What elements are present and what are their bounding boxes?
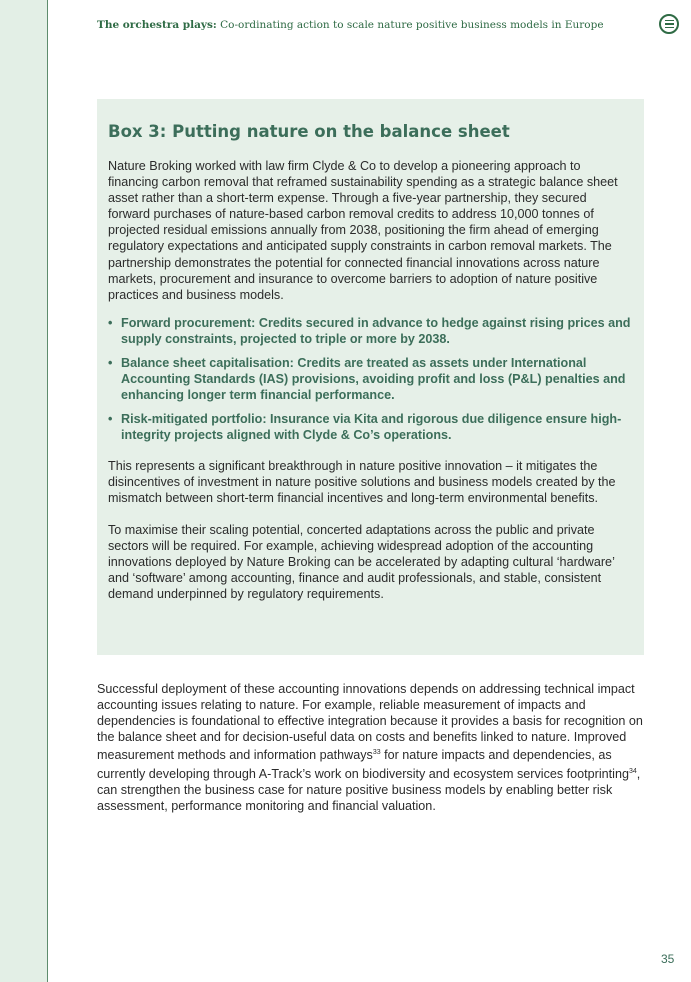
bullet-dot: • xyxy=(108,356,113,371)
bullet-dot: • xyxy=(108,315,113,330)
case-study-box xyxy=(97,99,644,655)
bullet-risk-mitigated-portfolio xyxy=(108,411,632,443)
menu-icon-line xyxy=(665,27,674,29)
body-text-part-1: Successful deployment of these accounting innovations depends on addressing technical impact accounting issues relating to nature. For example, reliable measurement of impacts and dependencies is foundational to effective integration because it provides a basis for recognition on the balance sheet and for decision-useful data on costs and benefits linked to nature. Improved measurement methods and information pathways xyxy=(97,682,643,763)
body-text-part-3: , can strengthen the business case for nature positive business models by enabling better risk assessment, performance monitoring and financial valuation. xyxy=(97,766,641,814)
page-number: 35 xyxy=(661,952,675,966)
menu-icon-line xyxy=(665,20,674,22)
bullet-balance-sheet-capitalisation xyxy=(108,355,632,403)
menu-icon-line xyxy=(665,23,674,25)
header-title-bold: The orchestra plays: xyxy=(97,19,217,31)
bullet-dot: • xyxy=(108,412,113,427)
bullet-text: Forward procurement: Credits secured in advance to hedge against rising prices and supply constraints, projected to triple or more by 2038. xyxy=(121,315,631,346)
box-intro-paragraph: Nature Broking worked with law firm Clyde & Co to develop a pioneering approach to financing carbon removal that reframed sustainability spending as a strategic balance sheet asset rather than a short-term expense. Through a five-year partnership, they secured forward purchases of nature-based carbon removal credits to address 10,000 tonnes of projected residual emissions annually from 2038, positioning the firm ahead of emerging regulatory expectations and anticipated supply constraints in carbon removal markets. The partnership demonstrates the potential for connected financial innovations across nature markets, procurement and insurance to overcome barriers to adoption of nature positive practices and business models. xyxy=(108,159,618,302)
body-paragraph xyxy=(97,681,645,814)
side-strip xyxy=(0,0,48,982)
box-bullet-list xyxy=(108,315,632,444)
bullet-text: Risk-mitigated portfolio: Insurance via Kita and rigorous due diligence ensure high-integrity projects aligned with Clyde & Co’s operations. xyxy=(121,412,622,443)
header-title-rest: Co-ordinating action to scale nature positive business models in Europe xyxy=(216,19,604,31)
running-header xyxy=(97,19,604,31)
menu-icon[interactable] xyxy=(659,14,679,34)
box-paragraph-2: This represents a significant breakthrough in nature positive innovation – it mitigates the disincentives of investment in nature positive solutions and business models created by the mismatch between short-term financial incentives and long-term environmental benefits. xyxy=(108,458,616,505)
bullet-forward-procurement xyxy=(108,315,632,347)
box-paragraph-3: To maximise their scaling potential, concerted adaptations across the public and private sectors will be required. For example, achieving widespread adoption of the accounting innovations deployed by Nature Broking can be accelerated by adapting cultural ‘hardware’ and ‘software’ among accounting, finance and audit professionals, and stable, consistent demand underpinned by regulatory requirements. xyxy=(108,522,615,602)
box-title: Box 3: Putting nature on the balance sheet xyxy=(108,122,510,141)
bullet-text: Balance sheet capitalisation: Credits are treated as assets under International Accounting Standards (IAS) provisions, avoiding profit and loss (P&L) penalties and enhancing longer term financial performance. xyxy=(121,356,626,403)
footnote-ref-33[interactable]: 33 xyxy=(372,749,381,757)
body-text-part-2: for nature impacts and dependencies, as currently developing through A-Track’s work on biodiversity and ecosystem services footprinting xyxy=(97,748,629,781)
footnote-ref-34[interactable]: 34 xyxy=(629,767,637,775)
